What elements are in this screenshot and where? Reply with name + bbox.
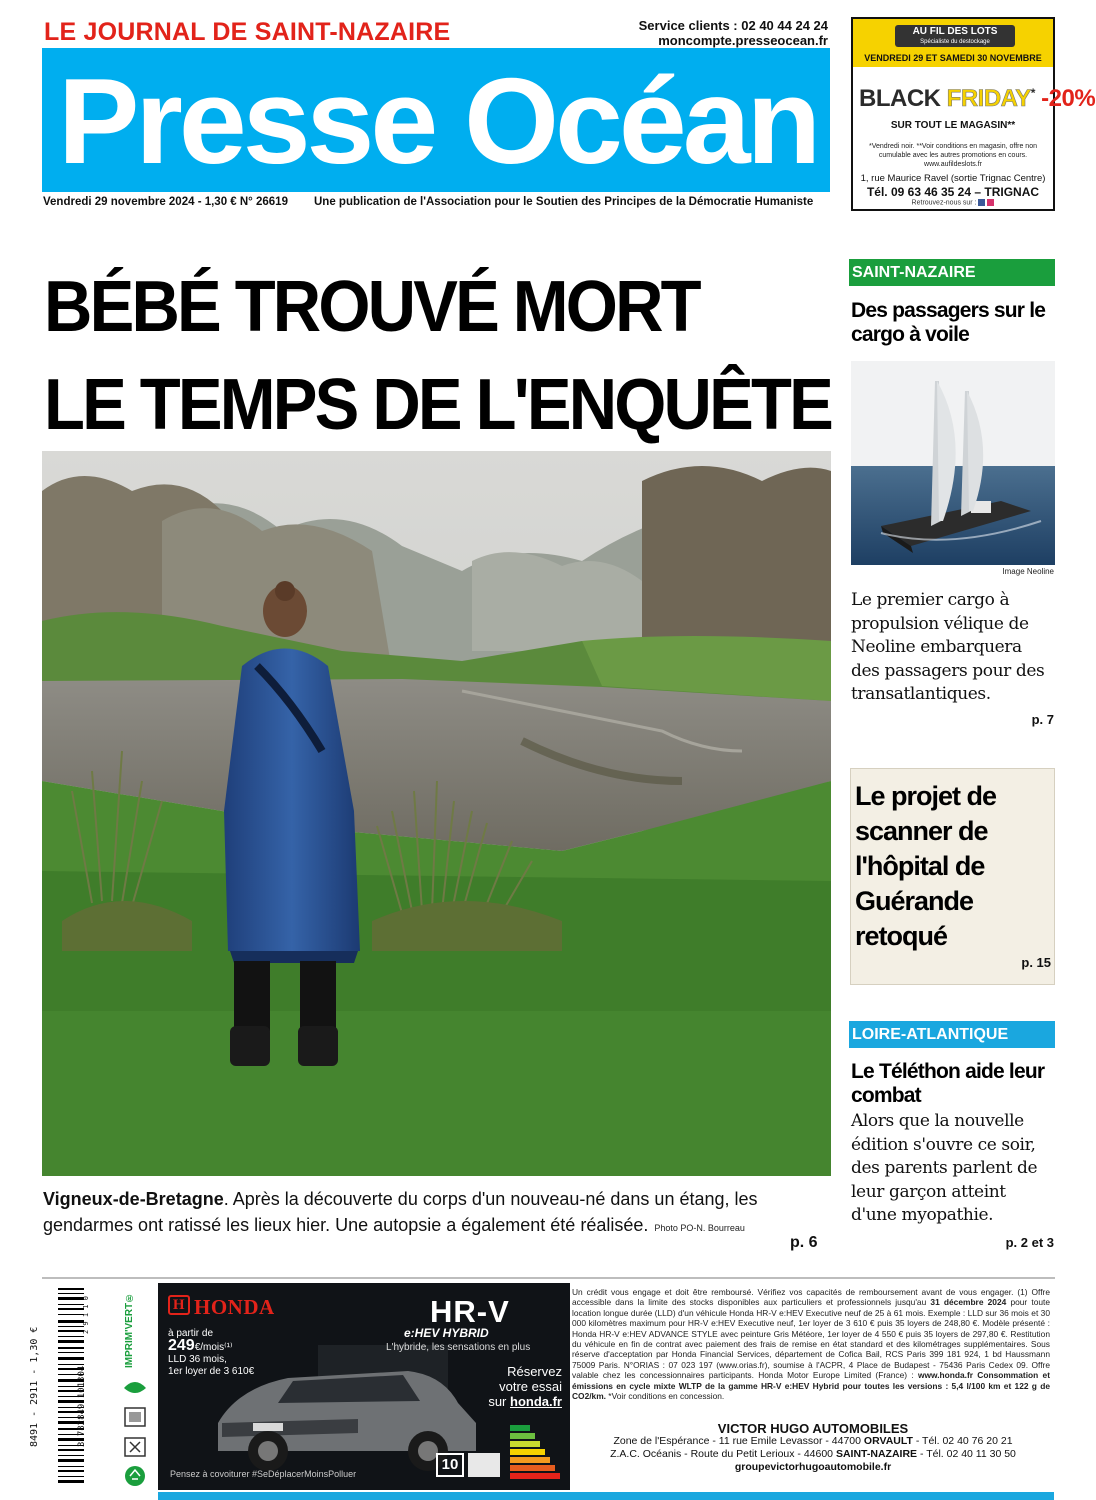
- dealer-block: [572, 1422, 1054, 1474]
- dateline: Vendredi 29 novembre 2024 - 1,30 € N° 26619: [43, 196, 288, 208]
- sailing-cargo-illustration: [851, 361, 1055, 565]
- caption-place: Vigneux-de-Bretagne: [43, 1189, 224, 1209]
- hybrid-label: e:HEV HYBRID: [404, 1326, 489, 1340]
- newspaper-logo: Presse Océan: [58, 53, 818, 189]
- service-phone: Service clients : 02 40 44 24 24: [638, 18, 828, 33]
- warranty-badge-label: [468, 1453, 500, 1477]
- top-advertisement[interactable]: [851, 17, 1096, 211]
- main-story-page-ref[interactable]: p. 6: [790, 1234, 818, 1251]
- main-photo[interactable]: [42, 451, 831, 1176]
- price-amount: 249: [168, 1337, 195, 1354]
- story2-box[interactable]: [850, 768, 1055, 985]
- service-clients: [560, 18, 828, 48]
- headline-line-2: LE TEMPS DE L'ENQUÊTE: [44, 365, 831, 445]
- ad-follow: [855, 199, 1051, 206]
- legal-date: 31 décembre 2024: [930, 1297, 1007, 1308]
- bottom-color-bar: [158, 1492, 1054, 1500]
- reserve-essai[interactable]: [476, 1364, 562, 1409]
- honda-h-icon: H: [168, 1295, 190, 1315]
- publisher-line: Une publication de l'Association pour le Soutien des Principes de la Démocratie Humaniste: [314, 196, 814, 208]
- honda-legal-text: [572, 1287, 1050, 1401]
- honda-advertisement[interactable]: [158, 1283, 570, 1490]
- honda-price-block: [168, 1328, 254, 1378]
- price-lld: LLD 36 mois,: [168, 1354, 227, 1365]
- ad-brand-badge: [895, 25, 1015, 47]
- honda-slogan: L'hybride, les sensations en plus: [386, 1342, 531, 1353]
- imprim-vert-strip: [120, 1286, 150, 1486]
- facebook-icon[interactable]: [978, 199, 985, 206]
- dealer-name: VICTOR HUGO AUTOMOBILES: [717, 1421, 909, 1436]
- legal-website[interactable]: www.honda.fr: [917, 1370, 974, 1381]
- ad-black: BLACK: [859, 85, 947, 112]
- ad-brand-sub: Spécialiste du destockage: [920, 39, 990, 45]
- story1-body: Le premier cargo à propulsion vélique de Neoline embarquera des passagers pour des transatlantiques.: [851, 590, 1045, 704]
- honda-logo: [168, 1295, 275, 1320]
- story1-title[interactable]: Des passagers sur le cargo à voile: [851, 299, 1046, 346]
- price-first-rent: 1er loyer de 3 610€: [168, 1366, 255, 1377]
- dealer-saint-nazaire: Z.A.C. Océanis - Route du Petit Lerioux - 44600 SAINT-NAZAIRE - Tél. 02 40 11 30 50: [610, 1448, 1016, 1460]
- ad-mark: *: [1030, 86, 1035, 100]
- photo-credit: Photo PO-N. Bourreau: [654, 1223, 745, 1233]
- legal-part-d: *Voir conditions en concession.: [605, 1391, 725, 1402]
- barcode-price: 8491 - 2911 - 1,30 €: [29, 1326, 40, 1447]
- rubric-loire-atlantique[interactable]: LOIRE-ATLANTIQUE: [849, 1021, 1055, 1048]
- reserve-line3: sur: [488, 1394, 510, 1409]
- ad-black-friday: [859, 85, 1095, 113]
- story2-page-ref[interactable]: p. 15: [1021, 955, 1051, 970]
- legal-part-b: pour toute location longue durée (LLD) d'un véhicule Honda HR-V e:HEV Executive neuf de 25 à 61 mois. Exemple : LLD sur 36 mois et 30 000 kilomètres maximum pour HR-V e:HEV Executive neuf, 1er loyer de 3 610 € puis 35 loyers de 248,80 €. Modèle présenté : Honda HR-V e:HEV ADVANCE STYLE avec peinture Gris Météore, 1er loyer de 4 550 € puis 35 loyers de 297,80 €. Restitution du véhicule en fin de contrat avec paiement des frais de remise en état standard et des kilométrages supplémentaires. Sous réserve d'acceptation par Honda Financial Services, département de Cofica Bail, RCS Paris 399 181 924, 1 bd Haussmann 75009 Paris. N°ORIAS : 07 023 197 (www.orias.fr), soumise à l'ACPR, 4 Place de Budapest - 75436 Paris Cedex 09. Offre valable chez les concessionnaires participants. Honda Motor Europe Limited (France) :: [572, 1297, 1051, 1381]
- story2-title: Le projet de scanner de l'hôpital de Guérande retoqué: [855, 781, 997, 951]
- model-name: HR-V: [430, 1294, 510, 1329]
- ad-address: 1, rue Maurice Ravel (sortie Trignac Centre): [860, 173, 1046, 184]
- service-url[interactable]: moncompte.presseocean.fr: [658, 33, 828, 48]
- ad-conditions: *Vendredi noir. **Voir conditions en magasin, offre non cumulable avec les autres promotions en cours.: [869, 143, 1037, 159]
- legal-part-c: Consommation et émissions en cycle mixte WLTP de la gamme HR-V e:HEV Hybrid pour toutes les versions : 5,4 l/100 km et 122 g de CO2/km.: [572, 1370, 1050, 1402]
- story3-page-ref[interactable]: p. 2 et 3: [1005, 1235, 1054, 1250]
- barcode-digits: 3 782849 101304: [77, 1365, 87, 1447]
- legal-part-a: Un crédit vous engage et doit être remboursé. Vérifiez vos capacités de remboursement avant de vous engager. (1) Offre accessible dans la limite des stocks disponibles aux particuliers et professionnels jusqu'au: [572, 1287, 1050, 1308]
- imprim-vert-label: IMPRIM'VERT®: [124, 1291, 135, 1368]
- rubric-saint-nazaire[interactable]: SAINT-NAZAIRE: [849, 259, 1055, 286]
- dealer-orvault: Zone de l'Espérance - 11 rue Emile Levassor - 44700 ORVAULT - Tél. 02 40 76 20 21: [613, 1435, 1013, 1447]
- ad-brand: AU FIL DES LOTS: [912, 26, 998, 37]
- section-divider: [42, 1277, 1055, 1279]
- main-headline[interactable]: [44, 258, 831, 454]
- cargo-ship-image[interactable]: [851, 361, 1055, 565]
- price-from: à partir de: [168, 1328, 214, 1339]
- masthead-kicker: LE JOURNAL DE SAINT-NAZAIRE: [44, 18, 451, 46]
- reserve-line1: Réservez: [507, 1364, 562, 1379]
- caption-text: . Après la découverte du corps d'un nouveau-né dans un étang, les gendarmes ont ratissé les lieux hier. Une autopsie a également été réalisée.: [43, 1189, 758, 1235]
- ad-discount: -20%: [1034, 85, 1096, 112]
- headline-line-1: BÉBÉ TROUVÉ MORT: [44, 267, 699, 347]
- price-unit: €/mois⁽¹⁾: [194, 1342, 233, 1353]
- ad-fine-print: [857, 142, 1049, 169]
- story1-page-ref[interactable]: p. 7: [1031, 712, 1054, 727]
- ad-friday: FRIDAY: [946, 85, 1031, 112]
- ad-store-line: SUR TOUT LE MAGASIN**: [890, 120, 1016, 131]
- ad-phone: Tél. 09 63 46 35 24 – TRIGNAC: [866, 185, 1040, 199]
- dealer-website: groupevictorhugoautomobile.fr: [734, 1461, 892, 1473]
- covoiturage-note: Pensez à covoiturer #SeDéplacerMoinsPolluer: [170, 1469, 357, 1479]
- honda-link[interactable]: honda.fr: [510, 1394, 562, 1409]
- ad-follow-label: Retrouvez-nous sur :: [911, 199, 977, 207]
- reserve-line2: votre essai: [499, 1379, 562, 1394]
- main-photo-caption: [43, 1186, 833, 1241]
- ad-dates: VENDREDI 29 ET SAMEDI 30 NOVEMBRE: [864, 53, 1042, 63]
- honda-brand: HONDA: [194, 1295, 275, 1319]
- ad-website[interactable]: www.aufildeslots.fr: [924, 161, 982, 168]
- instagram-icon[interactable]: [987, 199, 994, 206]
- pond-scene-image: [42, 451, 831, 1176]
- energy-label-icon: [510, 1425, 560, 1479]
- barcode-addon: 2 9 1 1 0: [82, 1296, 90, 1334]
- story3-body: Alors que la nouvelle édition s'ouvre ce soir, des parents parlent de leur garçon atteint d'une myopathie.: [851, 1111, 1038, 1225]
- recycling-icons: [120, 1378, 150, 1488]
- story1-image-credit: Image Neoline: [1002, 567, 1054, 576]
- story3-title[interactable]: Le Téléthon aide leur combat: [851, 1060, 1045, 1107]
- warranty-badge: 10: [436, 1453, 464, 1477]
